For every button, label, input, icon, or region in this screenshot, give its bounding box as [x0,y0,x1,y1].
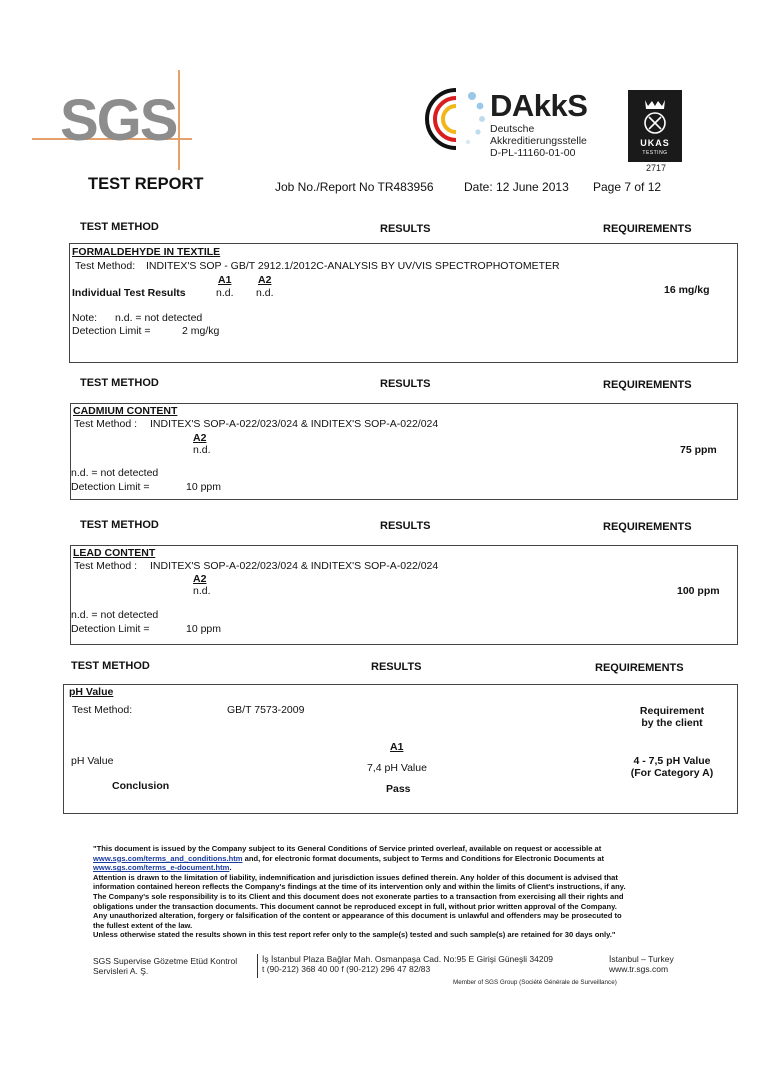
sgs-member-note: Member of SGS Group (Société Générale de Surveillance) [453,979,617,986]
conclusion-value: Pass [386,783,411,795]
section-title: LEAD CONTENT [73,547,156,559]
ukas-sub: TESTING [642,150,668,156]
sgs-logo: SGS [60,88,177,153]
section-title: CADMIUM CONTENT [73,405,178,417]
result-a1: n.d. [216,287,234,299]
method-value: INDITEX'S SOP - GB/T 2912.1/2012C-ANALYSIS BY UV/VIS SPECTROPHOTOMETER [146,260,560,272]
conclusion-label: Conclusion [112,780,170,792]
ph-result: 7,4 pH Value [367,762,427,774]
requirement-header: Requirement by the client [639,705,705,730]
method-value: INDITEX'S SOP-A-022/023/024 & INDITEX'S SOP-A-022/024 [150,560,439,572]
legal-disclaimer: "This document is issued by the Company subject to its General Conditions of Service printed overleaf, available on request or accessible at www.sgs.com/terms_and_conditions.htm and, for electronic format documents, subject to Terms and Conditions for Electronic Documents at www.sgs.com/terms_e-document.htm. Attention is drawn to the limitation of liability, indemnification and jurisdiction issues defined therein. Any holder of this document is advised that information contained hereon reflects the Company's findings at the time of its intervention only and within the limits of Client's instructions, if any. The Company's sole responsibility is to its Client and this document does not exonerate parties to a transaction from exercising all their rights and obligations under the transaction documents. This document cannot be reproduced except in full, without prior written approval of the Company. Any unauthorized alteration, forgery or falsification of the content or appearance of this document is unlawful and offenders may be prosecuted to the fullest extent of the law. Unless otherwise stated the results shown in this test report refer only to the sample(s) tested and such sample(s) are retained for 30 days only." [93,844,626,940]
requirement-value: 100 ppm [677,585,720,597]
col-results: RESULTS [371,661,422,673]
company-name: SGS Supervise Gözetme Etüd Kontrol Servisleri A. Ş. [93,956,238,976]
requirement-value: 75 ppm [680,444,717,456]
col-requirements: REQUIREMENTS [603,223,692,235]
sample-a1-header: A1 [218,274,232,286]
limit-value: 2 mg/kg [182,325,220,337]
sample-a2-header: A2 [258,274,272,286]
section-title: pH Value [69,686,114,698]
page-title: TEST REPORT [88,175,204,193]
col-results: RESULTS [380,520,431,532]
sample-a2-header: A2 [193,573,207,585]
dakks-subtitle: Deutsche Akkreditierungsstelle D-PL-11160-01-00 [490,123,587,159]
company-city: İstanbul – Turkey www.tr.sgs.com [609,954,674,974]
requirement-value: 16 mg/kg [664,284,710,296]
e-document-terms-link[interactable]: www.sgs.com/terms_e-document.htm [93,863,230,873]
dakks-logo-icon [418,84,488,154]
lead-section [70,545,738,645]
col-test-method: TEST METHOD [71,660,150,672]
col-requirements: REQUIREMENTS [603,379,692,391]
footer-divider [257,954,258,978]
page-number: Page 7 of 12 [593,180,662,194]
note-label: Note: [72,312,98,324]
limit-value: 10 ppm [186,481,222,493]
sgs-logo-rule-vertical [178,70,180,170]
result-a2: n.d. [193,444,211,456]
requirement-value: 4 - 7,5 pH Value (For Category A) [630,755,714,780]
sample-a1-header: A1 [390,741,404,753]
cadmium-section [70,403,738,500]
method-value: INDITEX'S SOP-A-022/023/024 & INDITEX'S SOP-A-022/024 [150,418,439,430]
col-test-method: TEST METHOD [80,221,159,233]
ukas-text: UKAS [640,138,670,148]
ph-section [63,684,738,814]
terms-link[interactable]: www.sgs.com/terms_and_conditions.htm [93,853,243,863]
note-value: n.d. = not detected [71,609,159,621]
ukas-number: 2717 [646,163,667,173]
col-test-method: TEST METHOD [80,377,159,389]
col-results: RESULTS [380,378,431,390]
col-test-method: TEST METHOD [80,519,159,531]
col-requirements: REQUIREMENTS [603,521,692,533]
method-label: Test Method: [75,260,136,272]
method-value: GB/T 7573-2009 [227,704,305,716]
method-label: Test Method: [72,704,133,716]
limit-value: 10 ppm [186,623,222,635]
method-label: Test Method : [74,560,138,572]
limit-label: Detection Limit = [71,623,150,635]
ukas-logo [628,90,682,162]
limit-label: Detection Limit = [72,325,151,337]
row-label: pH Value [71,755,114,767]
limit-label: Detection Limit = [71,481,150,493]
method-label: Test Method : [74,418,138,430]
report-date: Date: 12 June 2013 [464,180,569,194]
note-value: n.d. = not detected [115,312,203,324]
col-requirements: REQUIREMENTS [595,662,684,674]
col-results: RESULTS [380,223,431,235]
company-address: İş İstanbul Plaza Bağlar Mah. Osmanpaşa Cad. No:95 E Girişi Güneşli 34209 t (90-212) 368 40 00 f (90-212) 296 47 82/83 [262,954,554,974]
section-title: FORMALDEHYDE IN TEXTILE [72,246,221,258]
note-value: n.d. = not detected [71,467,159,479]
row-label: Individual Test Results [72,287,186,299]
result-a2: n.d. [193,585,211,597]
dakks-name: DAkkS [490,88,588,123]
sample-a2-header: A2 [193,432,207,444]
job-number: Job No./Report No TR483956 [275,180,434,194]
formaldehyde-section [69,243,738,363]
result-a2: n.d. [256,287,274,299]
